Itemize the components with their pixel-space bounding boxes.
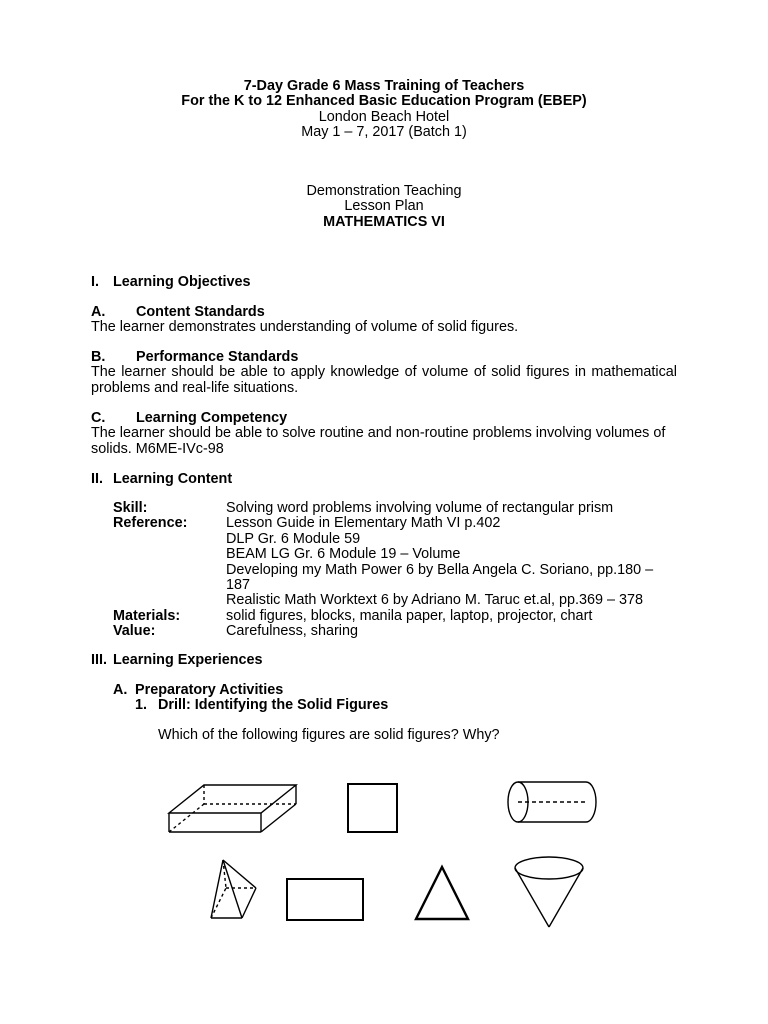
rectangle-icon [287, 879, 363, 920]
section-2-heading [91, 472, 677, 487]
training-title: 7-Day Grade 6 Mass Training of Teachers [243, 78, 525, 94]
pyramid-icon [211, 860, 256, 918]
skill-value: Solving word problems involving volume of rectangular prism [226, 500, 614, 516]
learning-competency [91, 411, 677, 457]
reference-item: Realistic Math Worktext 6 by Adriano M. Taruc et.al, pp.369 – 378 [226, 592, 644, 609]
performance-standards-title: Performance Standards [136, 349, 299, 365]
document-subheader [0, 184, 768, 230]
demo-teaching-label: Demonstration Teaching [306, 183, 462, 199]
section-3-number: III. [91, 652, 107, 668]
reference-item: BEAM LG Gr. 6 Module 19 – Volume [226, 546, 461, 563]
document-header [0, 79, 768, 141]
cylinder-icon [508, 782, 596, 822]
solid-figures-illustration [0, 760, 768, 940]
drill-number: 1. [135, 697, 148, 714]
content-standards-title: Content Standards [136, 304, 265, 320]
learning-content-table [113, 501, 676, 640]
reference-label: Reference: [113, 515, 188, 532]
reference-item: Lesson Guide in Elementary Math VI p.402 [226, 515, 501, 532]
reference-item: DLP Gr. 6 Module 59 [226, 530, 361, 547]
materials-value: solid figures, blocks, manila paper, laptop, projector, chart [226, 607, 593, 624]
lesson-plan-label: Lesson Plan [344, 198, 424, 215]
performance-standards-number: B. [91, 349, 106, 365]
learning-competency-title: Learning Competency [136, 410, 288, 426]
section-2-title: Learning Content [113, 471, 233, 487]
performance-standards [91, 350, 677, 396]
rectangular-prism-icon [169, 785, 296, 832]
content-standards-text: The learner demonstrates understanding of volume of solid figures. [91, 319, 519, 336]
square-icon [348, 784, 397, 832]
subject-title: MATHEMATICS VI [323, 213, 445, 230]
triangle-icon [416, 867, 468, 919]
reference-list [226, 516, 676, 608]
performance-standards-text: The learner should be able to apply knowledge of volume of solid figures in mathematical problems and real-life situations. [91, 364, 677, 396]
preparatory-title: Preparatory Activities [135, 682, 284, 698]
section-2-number: II. [91, 471, 103, 487]
content-standards-number: A. [91, 304, 106, 320]
value-label: Value: [113, 623, 156, 640]
skill-row [113, 501, 676, 516]
materials-label: Materials: [113, 607, 181, 624]
reference-row [113, 516, 676, 608]
drill-question: Which of the following figures are solid figures? Why? [158, 727, 500, 743]
section-3-title: Learning Experiences [113, 652, 263, 668]
preparatory-activities [113, 683, 673, 714]
drill-title: Drill: Identifying the Solid Figures [158, 697, 389, 714]
cone-icon [515, 857, 583, 927]
materials-row [113, 609, 676, 624]
section-1-heading [91, 275, 677, 290]
section-1-title: Learning Objectives [113, 274, 251, 290]
learning-competency-number: C. [91, 410, 106, 426]
preparatory-number: A. [113, 682, 128, 698]
program-title: For the K to 12 Enhanced Basic Education Program (EBEP) [181, 93, 587, 110]
value-value: Carefulness, sharing [226, 623, 358, 640]
value-row [113, 624, 676, 639]
learning-competency-text: The learner should be able to solve routine and non-routine problems involving volumes of solids. M6ME-IVc-98 [91, 425, 666, 457]
venue: London Beach Hotel [318, 108, 450, 125]
section-3-heading [91, 653, 677, 668]
date-batch: May 1 – 7, 2017 (Batch 1) [301, 124, 467, 141]
content-standards [91, 305, 677, 336]
skill-label: Skill: [113, 500, 148, 516]
reference-item: Developing my Math Power 6 by Bella Angela C. Soriano, pp.180 – 187 [226, 561, 654, 594]
section-1-number: I. [91, 274, 99, 290]
